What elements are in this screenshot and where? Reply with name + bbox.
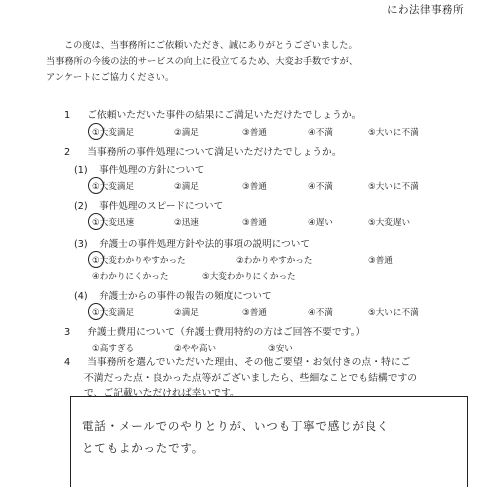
sub-question-number: (1) [74,165,88,176]
question-text: 当事務所を選んでいただいた理由、その他ご要望・お気付きの点・特にご [87,357,411,368]
option-cheap[interactable]: ③安い [268,344,293,354]
sub-question-text: 事件処理のスピードについて [99,201,224,212]
option-neutral[interactable]: ③普通 [242,182,267,192]
question-number: 4 [64,357,71,368]
option-neutral[interactable]: ③普通 [242,308,267,318]
option-very-dissatisfied[interactable]: ⑤大いに不満 [368,128,419,138]
option-very-clear[interactable]: ①大変わかりやすかった [92,256,186,266]
question-text: 当事務所の事件処理について満足いただけたでしょうか。 [87,147,342,158]
option-neutral[interactable]: ③普通 [242,218,267,228]
office-name: にわ法律事務所 [387,4,464,16]
option-very-satisfied[interactable]: ①大変満足 [92,308,135,318]
option-very-dissatisfied[interactable]: ⑤大いに不満 [368,182,419,192]
question-1 [64,107,361,121]
sub-question-2-3 [74,236,310,250]
option-very-satisfied[interactable]: ①大変満足 [92,182,135,192]
option-fast[interactable]: ②迅速 [174,218,199,228]
option-very-unclear[interactable]: ⑤大変わかりにくかった [202,272,296,282]
question-4-line: で、ご記載いただければ幸いです。 [84,388,240,399]
option-clear[interactable]: ②わかりやすかった [236,256,313,266]
sub-question-number: (3) [74,239,88,250]
sub-question-text: 弁護士からの事件の報告の頻度について [99,291,272,302]
option-neutral[interactable]: ③普通 [368,256,393,266]
intro-line: 当事務所の今後の法的サービスの向上に役立てるため、大変お手数ですが、 [46,56,359,67]
q1-options [92,126,472,140]
option-slow[interactable]: ④遅い [308,218,333,228]
option-unclear[interactable]: ④わかりにくかった [92,272,169,282]
option-very-slow[interactable]: ⑤大変遅い [368,218,411,228]
option-somewhat-expensive[interactable]: ②やや高い [174,344,217,354]
option-dissatisfied[interactable]: ④不満 [308,128,333,138]
handwritten-comment-line: 電話・メールでのやりとりが、いつも丁寧で感じが良く [82,419,390,433]
q2-4-options [92,306,472,320]
question-3 [64,324,365,338]
option-satisfied[interactable]: ②満足 [174,128,199,138]
question-2 [64,144,342,158]
option-dissatisfied[interactable]: ④不満 [308,308,333,318]
sub-question-text: 事件処理の方針について [99,165,205,176]
question-4 [64,354,410,368]
option-very-fast[interactable]: ①大変迅速 [92,218,135,228]
option-satisfied[interactable]: ②満足 [174,308,199,318]
intro-line: この度は、当事務所にご依頼いただき、誠にありがとうございました。 [64,40,358,51]
question-number: 2 [64,147,71,158]
intro-text [36,38,358,86]
option-very-satisfied[interactable]: ①大変満足 [92,128,135,138]
option-dissatisfied[interactable]: ④不満 [308,182,333,192]
question-text: ご依頼いただいた事件の結果にご満足いただけたでしょうか。 [87,110,362,121]
q2-3-options-row1 [92,254,472,268]
q2-1-options [92,180,472,194]
sub-question-text: 弁護士の事件処理方針や法的事項の説明について [99,239,310,250]
question-4-line: 不満だった点・良かった点等がございましたら、些細なことでも結構ですの [84,373,418,384]
q2-2-options [92,216,472,230]
question-number: 3 [64,327,71,338]
question-number: 1 [64,110,71,121]
option-neutral[interactable]: ③普通 [242,128,267,138]
option-too-expensive[interactable]: ①高すぎる [92,344,135,354]
q2-3-options-row2 [92,270,472,284]
intro-line: アンケートにご協力ください。 [46,72,175,83]
handwritten-comment-line: とてもよかったです。 [82,441,205,455]
sub-question-2-2 [74,198,223,212]
sub-question-2-4 [74,288,272,302]
question-text: 弁護士費用について（弁護士費用特約の方はご回答不要です。） [87,327,366,338]
option-satisfied[interactable]: ②満足 [174,182,199,192]
option-very-dissatisfied[interactable]: ⑤大いに不満 [368,308,419,318]
sub-question-number: (2) [74,201,88,212]
sub-question-number: (4) [74,291,88,302]
sub-question-2-1 [74,162,204,176]
